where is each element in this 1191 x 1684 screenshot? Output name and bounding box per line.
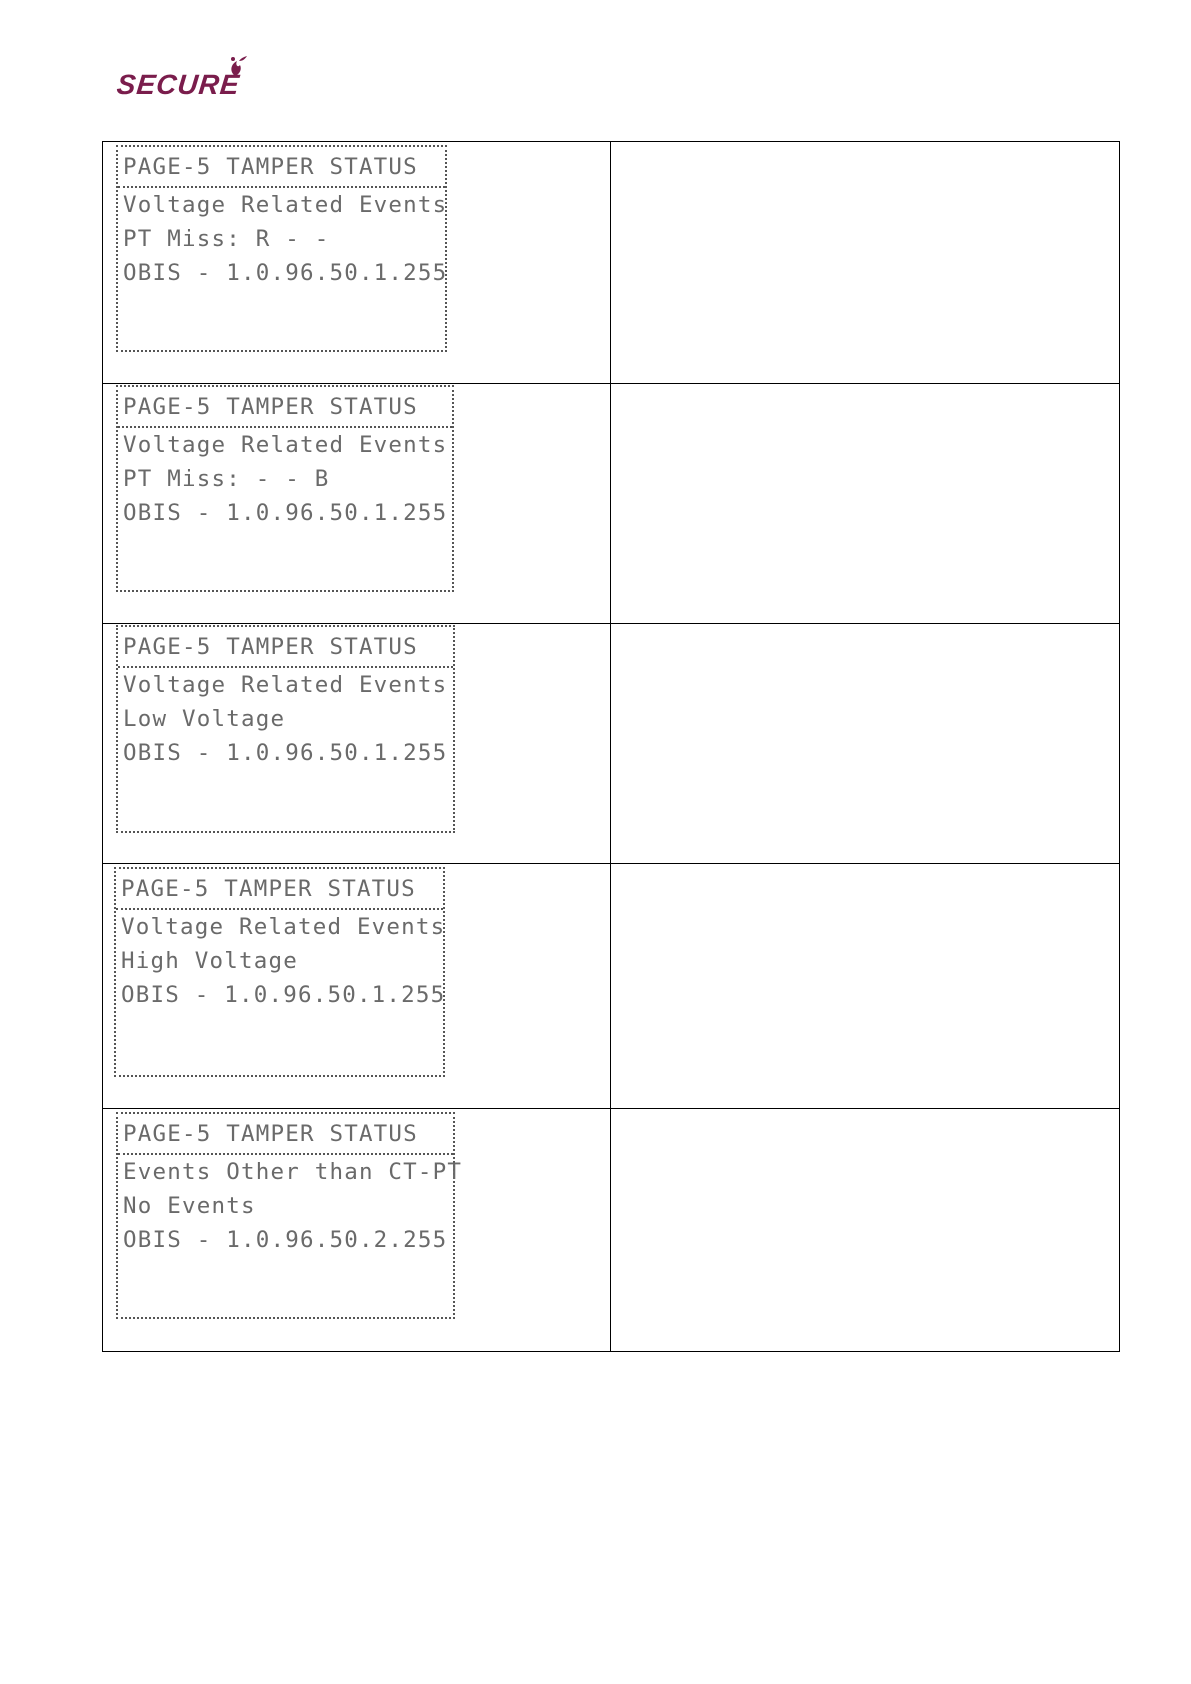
lcd-row — [118, 256, 448, 290]
lcd-row — [118, 222, 445, 256]
lcd-event: PT Miss: R - - — [123, 226, 330, 252]
lcd-title: PAGE-5 TAMPER STATUS — [123, 394, 418, 420]
logo-wordmark: SECURE — [115, 69, 242, 100]
lcd-row — [116, 978, 446, 1012]
lcd-category: Voltage Related Events — [123, 672, 448, 698]
secure-logo — [117, 55, 267, 105]
lcd-title: PAGE-5 TAMPER STATUS — [121, 876, 416, 902]
lcd-obis: OBIS - 1.0.96.50.1.255 — [123, 740, 448, 766]
table-row-divider — [102, 623, 1120, 624]
lcd-title-row — [118, 387, 452, 428]
lcd-title: PAGE-5 TAMPER STATUS — [123, 1121, 418, 1147]
lcd-display — [116, 385, 454, 592]
lcd-category: Voltage Related Events — [123, 192, 448, 218]
lcd-title-row — [116, 869, 443, 910]
lcd-row — [118, 496, 452, 530]
lcd-obis: OBIS - 1.0.96.50.1.255 — [123, 500, 448, 526]
lcd-row — [118, 462, 452, 496]
lcd-category: Voltage Related Events — [121, 914, 446, 940]
lcd-row — [118, 1189, 453, 1223]
lcd-title-row — [118, 627, 453, 668]
lcd-title-row — [118, 1114, 453, 1155]
lcd-obis: OBIS - 1.0.96.50.1.255 — [121, 982, 446, 1008]
lcd-title: PAGE-5 TAMPER STATUS — [123, 154, 418, 180]
lcd-row — [118, 1155, 463, 1189]
lcd-event: No Events — [123, 1193, 256, 1219]
lcd-category: Events Other than CT-PT — [123, 1159, 463, 1185]
lcd-display — [114, 867, 445, 1077]
lcd-row — [116, 910, 446, 944]
lcd-event: PT Miss: - - B — [123, 466, 330, 492]
lcd-display — [116, 625, 455, 833]
table-row-divider — [102, 863, 1120, 864]
lcd-display — [116, 145, 447, 352]
lcd-row — [118, 668, 453, 702]
lcd-display — [116, 1112, 463, 1319]
table-row-divider — [102, 383, 1120, 384]
lcd-row — [118, 1223, 453, 1257]
lcd-category: Voltage Related Events — [123, 432, 448, 458]
lcd-event: Low Voltage — [123, 706, 286, 732]
lcd-row — [118, 702, 453, 736]
lcd-row — [118, 428, 452, 462]
lcd-row — [118, 188, 448, 222]
lcd-row — [118, 736, 453, 770]
table-column-divider — [610, 141, 611, 1352]
lcd-obis: OBIS - 1.0.96.50.1.255 — [123, 260, 448, 286]
lcd-title-row — [118, 147, 445, 188]
lcd-title: PAGE-5 TAMPER STATUS — [123, 634, 418, 660]
table-row-divider — [102, 1108, 1120, 1109]
lcd-row — [116, 944, 443, 978]
lcd-event: High Voltage — [121, 948, 298, 974]
lcd-obis: OBIS - 1.0.96.50.2.255 — [123, 1227, 448, 1253]
